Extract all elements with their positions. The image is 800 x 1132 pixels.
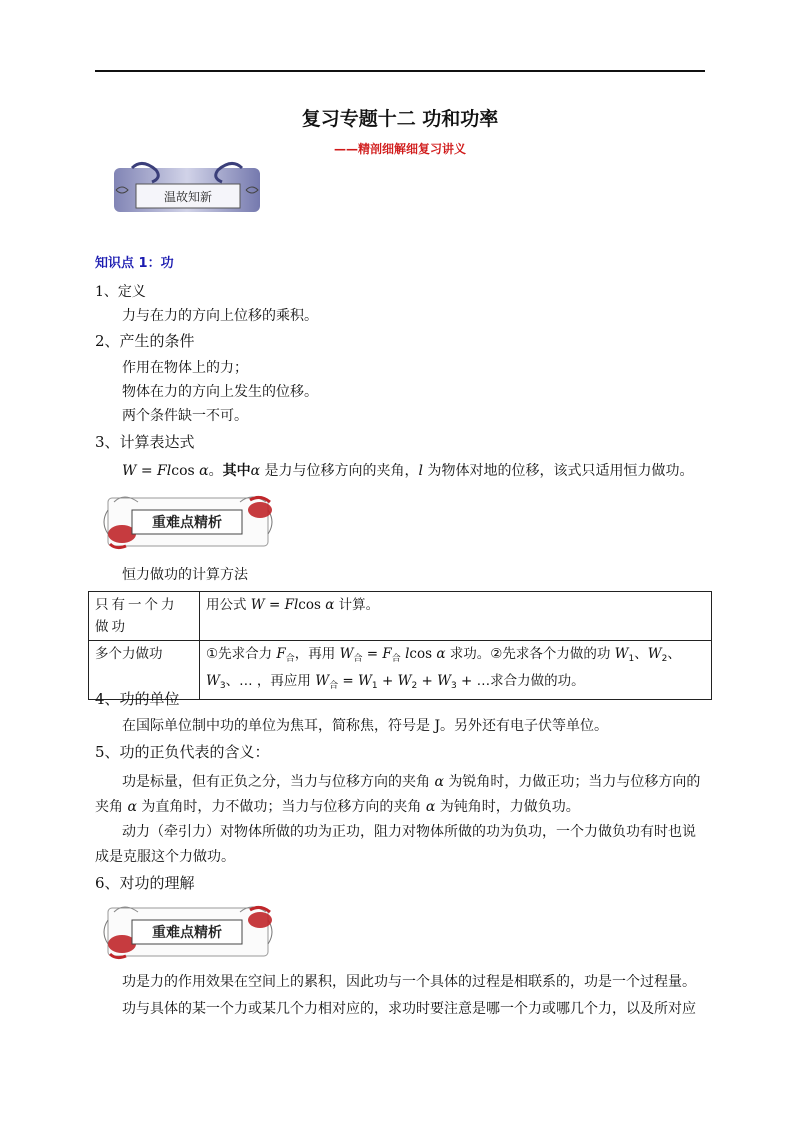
- key-points-badge-art: [100, 490, 275, 554]
- condition-3: 两个条件缺一不可。: [122, 408, 248, 424]
- unit-text: 在国际单位制中功的单位为焦耳，简称焦，符号是 J。另外还有电子伏等单位。: [122, 718, 609, 734]
- condition-1: 作用在物体上的力；: [122, 360, 248, 376]
- review-badge-label: 温故知新: [163, 190, 213, 204]
- knowledge-point-title: 知识点 1：功: [95, 256, 174, 271]
- condition-2: 物体在力的方向上发生的位移。: [122, 384, 318, 400]
- conditions-heading: 2、产生的条件: [95, 332, 195, 350]
- key-points-badge: [100, 490, 275, 554]
- work-methods-table: [88, 591, 712, 700]
- sign-paragraph-2-line-1: 动力（牵引力）对物体所做的功为正功，阻力对物体所做的功为负功，一个力做负功有时也说: [122, 824, 696, 840]
- table-row: [89, 641, 712, 700]
- understand-heading: 6、对功的理解: [95, 874, 195, 892]
- table-cell-content: 用公式 W = Flcos α 计算。: [200, 592, 712, 641]
- key-points-badge-label: 重难点精析: [152, 515, 222, 531]
- sign-paragraph-2-line-2: 成是克服这个力做功。: [95, 849, 235, 865]
- key-points-badge-2: [100, 900, 275, 964]
- key-points-badge-label-2: 重难点精析: [152, 925, 222, 941]
- table-cell-label: 只有一个力做功: [89, 592, 200, 641]
- const-force-caption: 恒力做功的计算方法: [122, 567, 248, 583]
- understand-paragraph-1: 功是力的作用效果在空间上的累积，因此功与一个具体的过程是相联系的，功是一个过程量。: [122, 974, 696, 990]
- definition-heading: 1、定义: [95, 284, 146, 300]
- formula-heading: 3、计算表达式: [95, 433, 195, 451]
- key-points-badge-art-2: [100, 900, 275, 964]
- formula-line: W = Flcos α。其中α 是力与位移方向的夹角，l 为物体对地的位移，该式只适用恒力做功。: [122, 463, 694, 479]
- unit-heading: 4、功的单位: [95, 690, 180, 708]
- definition-text: 力与在力的方向上位移的乘积。: [122, 308, 318, 324]
- review-badge: [112, 160, 262, 216]
- sign-paragraph-1-line-1: 功是标量，但有正负之分，当力与位移方向的夹角 α 为锐角时，力做正功；当力与位移方向的: [122, 774, 701, 790]
- table-row: [89, 592, 712, 641]
- header-rule: [95, 70, 705, 72]
- page-title: 复习专题十二 功和功率: [301, 108, 499, 130]
- understand-paragraph-2: 功与具体的某一个力或某几个力相对应的，求功时要注意是哪一个力或哪几个力，以及所对应: [122, 1001, 696, 1017]
- review-badge-art: [112, 160, 262, 216]
- page-subtitle: ——精剖细解细复习讲义: [333, 142, 466, 156]
- table-cell-content: ①先求合力 $F_合$，再用 $W_合 = F_合$ lcos α 求功。②先求各个力做的功 $W_1$、$W_2$、 $W_3$、… ，再应用 $W_合 = W_1 + W_2 + W_3$ + …求合力做的功。: [200, 641, 712, 700]
- sign-paragraph-1-line-2: 夹角 α 为直角时，力不做功；当力与位移方向的夹角 α 为钝角时，力做负功。: [95, 799, 580, 815]
- sign-heading: 5、功的正负代表的含义：: [95, 743, 270, 761]
- table-cell-label: 多个力做功: [89, 641, 200, 700]
